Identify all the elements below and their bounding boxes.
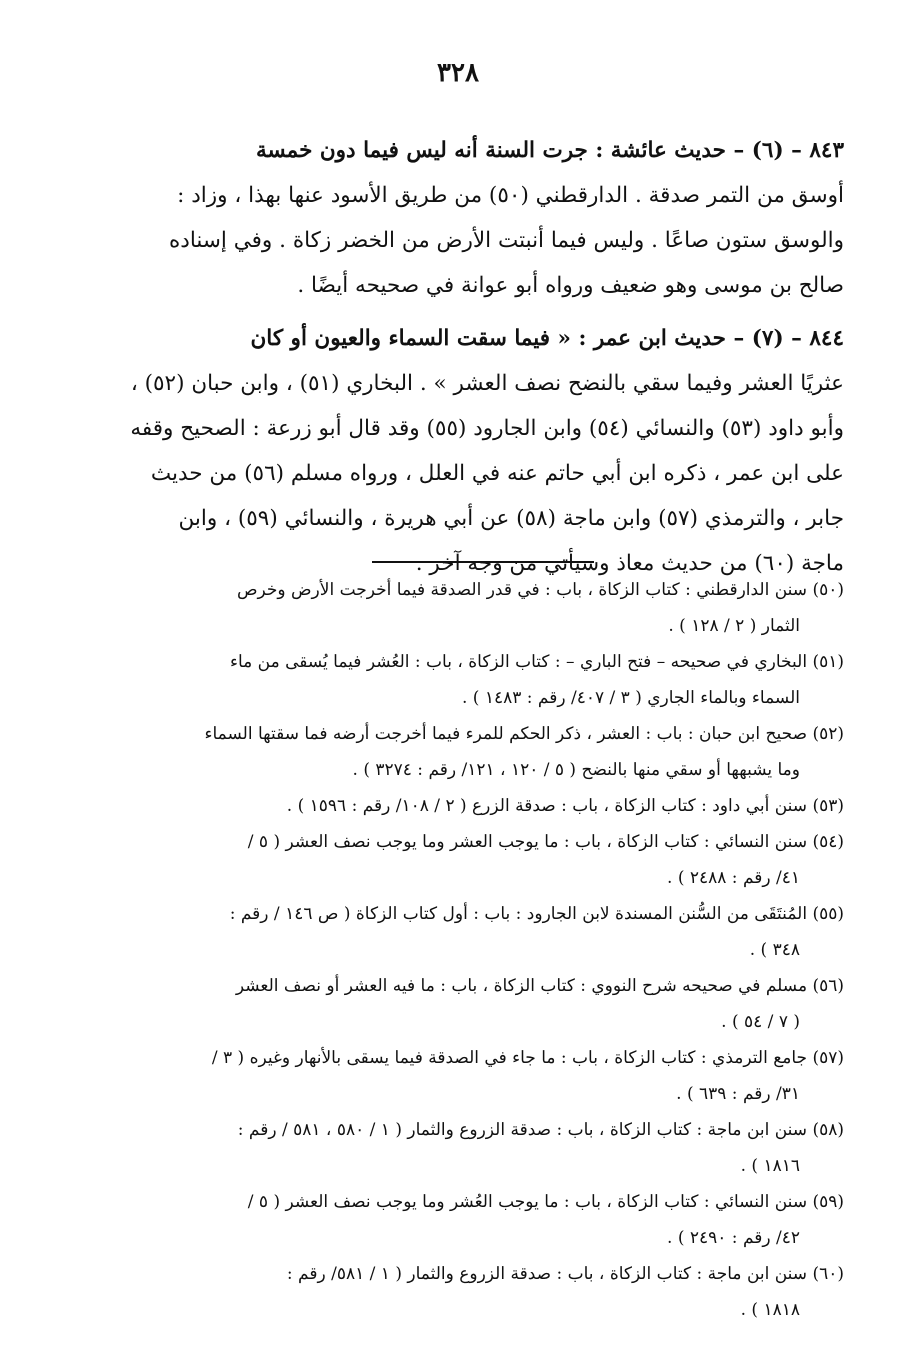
paragraph-gap: [72, 308, 844, 316]
footnote-55: (٥٥) المُنتَقَى من السُّنن المسندة لابن الجارود : باب : أول كتاب الزكاة ( ص ١٤٦ / رقم :: [229, 904, 844, 924]
paragraph-844-line: وأبو داود (٥٣) والنسائي (٥٤) وابن الجارود (٥٥) وقد قال أبو زرعة : الصحيح وقفه: [130, 416, 844, 441]
footnote-59: (٥٩) سنن النسائي : كتاب الزكاة ، باب : ما يوجب العُشر وما يوجب نصف العشر ( ٥ /: [247, 1192, 844, 1212]
main-text: [72, 128, 844, 586]
footnote-52: (٥٢) صحيح ابن حبان : باب : العشر ، ذكر الحكم للمرء فيما أخرجت أرضه فما سقتها السماء: [204, 724, 844, 744]
footnote-58: (٥٨) سنن ابن ماجة : كتاب الزكاة ، باب : صدقة الزروع والثمار ( ١ / ٥٨٠ ، ٥٨١ / رقم :: [237, 1120, 844, 1140]
footnote-51: (٥١) البخاري في صحيحه – فتح الباري – : كتاب الزكاة ، باب : العُشر فيما يُسقى من ماء: [229, 652, 844, 672]
footnote-60: (٦٠) سنن ابن ماجة : كتاب الزكاة ، باب : صدقة الزروع والثمار ( ١ / ٥٨١/ رقم :: [286, 1264, 844, 1284]
paragraph-843-line: أوسق من التمر صدقة . الدارقطني (٥٠) من طريق الأسود عنها بهذا ، وزاد :: [177, 183, 844, 208]
footnote-59-continued: ٤٢/ رقم : ٢٤٩٠ ) .: [667, 1228, 800, 1248]
paragraph-844-line: جابر ، والترمذي (٥٧) وابن ماجة (٥٨) عن أبي هريرة ، والنسائي (٥٩) ، وابن: [178, 506, 844, 531]
footnote-51-continued: السماء وبالماء الجاري ( ٣ / ٤٠٧/ رقم : ١٤٨٣ ) .: [462, 688, 800, 708]
paragraph-843-line: ٨٤٣ – (٦) – حديث عائشة : جرت السنة أنه ليس فيما دون خمسة: [255, 138, 844, 163]
footnote-56-continued: ( ٧ / ٥٤ ) .: [721, 1012, 800, 1032]
footnote-50: (٥٠) سنن الدارقطني : كتاب الزكاة ، باب : في قدر الصدقة فيما أخرجت الأرض وخرص: [236, 580, 844, 600]
paragraph-844-line: ماجة (٦٠) من حديث معاذ وسيأتي من وجه آخر .: [415, 551, 844, 576]
footnote-separator: [372, 561, 594, 563]
footnote-60-continued: ١٨١٨ ) .: [740, 1300, 800, 1320]
footnote-54-continued: ٤١/ رقم : ٢٤٨٨ ) .: [667, 868, 800, 888]
footnotes: [72, 572, 844, 1328]
footnote-54: (٥٤) سنن النسائي : كتاب الزكاة ، باب : ما يوجب العشر وما يوجب نصف العشر ( ٥ /: [247, 832, 844, 852]
paragraph-843-line: والوسق ستون صاعًا . وليس فيما أنبتت الأرض من الخضر زكاة . وفي إسناده: [169, 228, 844, 253]
paragraph-844-line: عثريًا العشر وفيما سقي بالنضح نصف العشر » . البخاري (٥١) ، وابن حبان (٥٢) ،: [130, 371, 844, 396]
page-number: ٣٢٨: [437, 58, 479, 88]
footnote-57: (٥٧) جامع الترمذي : كتاب الزكاة ، باب : ما جاء في الصدقة فيما يسقى بالأنهار وغيره ( ٣ /: [211, 1048, 844, 1068]
paragraph-844-line: على ابن عمر ، ذكره ابن أبي حاتم عنه في العلل ، ورواه مسلم (٥٦) من حديث: [150, 461, 844, 486]
paragraph-843-line: صالح بن موسى وهو ضعيف ورواه أبو عوانة في صحيحه أيضًا .: [297, 273, 844, 298]
footnote-56: (٥٦) مسلم في صحيحه شرح النووي : كتاب الزكاة ، باب : ما فيه العشر أو نصف العشر: [235, 976, 844, 996]
paragraph-844-line: ٨٤٤ – (٧) – حديث ابن عمر : « فيما سقت السماء والعيون أو كان: [250, 326, 844, 351]
footnote-53: (٥٣) سنن أبي داود : كتاب الزكاة ، باب : صدقة الزرع ( ٢ / ١٠٨/ رقم : ١٥٩٦ ) .: [286, 796, 844, 816]
footnote-57-continued: ٣١/ رقم : ٦٣٩ ) .: [676, 1084, 800, 1104]
footnote-52-continued: وما يشبهها أو سقي منها بالنضح ( ٥ / ١٢٠ ، ١٢١/ رقم : ٣٢٧٤ ) .: [352, 760, 800, 780]
footnote-58-continued: ١٨١٦ ) .: [740, 1156, 800, 1176]
footnote-55-continued: ٣٤٨ ) .: [749, 940, 800, 960]
footnote-50-continued: الثمار ( ٢ / ١٢٨ ) .: [668, 616, 800, 636]
